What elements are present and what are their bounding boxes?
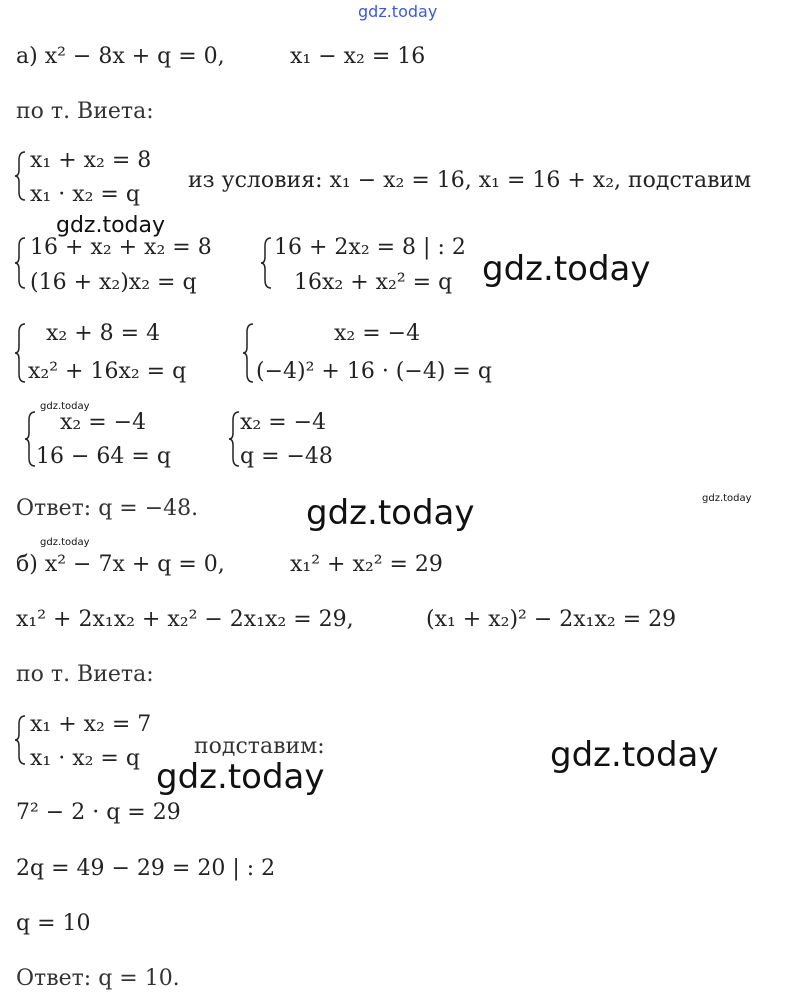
part-b-header: б) x² − 7x + q = 0, — [16, 552, 225, 577]
part-b-eq2: 2q = 49 − 29 = 20 | : 2 — [16, 856, 276, 881]
part-a-sys1-line2: x₁ · x₂ = q — [30, 182, 140, 207]
watermark-top: gdz.today — [358, 2, 438, 21]
left-brace-icon — [242, 322, 254, 384]
watermark: gdz.today — [702, 493, 752, 504]
part-b-sys1-line1: x₁ + x₂ = 7 — [30, 712, 152, 737]
watermark: gdz.today — [550, 735, 719, 775]
part-b-substitute: подставим: — [194, 734, 325, 759]
part-a-sys6-line2: 16 − 64 = q — [36, 444, 171, 469]
part-a-sys5-line2: (−4)² + 16 · (−4) = q — [256, 359, 492, 384]
left-brace-icon — [260, 236, 272, 290]
part-a-vieta-label: по т. Виета: — [16, 99, 154, 124]
part-a-sys4-line2: x₂² + 16x₂ = q — [28, 359, 187, 384]
part-a-sys3-line2: 16x₂ + x₂² = q — [294, 270, 453, 295]
part-b-eq3: q = 10 — [16, 911, 91, 936]
part-a-sys1-line1: x₁ + x₂ = 8 — [30, 148, 152, 173]
part-a-sys2-line1: 16 + x₂ + x₂ = 8 — [30, 235, 212, 260]
part-a-header: а) x² − 8x + q = 0, — [16, 44, 225, 69]
left-brace-icon — [24, 410, 36, 468]
watermark: gdz.today — [156, 757, 325, 797]
part-a-sys6-line1: x₂ = −4 — [60, 410, 147, 435]
part-a-sys3-line1: 16 + 2x₂ = 8 | : 2 — [274, 235, 466, 260]
part-a-answer: Ответ: q = −48. — [16, 496, 199, 521]
watermark: gdz.today — [482, 249, 651, 289]
part-b-expanded-right: (x₁ + x₂)² − 2x₁x₂ = 29 — [426, 607, 677, 632]
watermark: gdz.today — [40, 401, 90, 412]
part-a-sys5-line1: x₂ = −4 — [334, 321, 421, 346]
part-a-condition: x₁ − x₂ = 16 — [290, 44, 426, 69]
part-b-sys1-line2: x₁ · x₂ = q — [30, 746, 140, 771]
left-brace-icon — [14, 150, 26, 202]
left-brace-icon — [228, 410, 240, 468]
part-a-sys4-line1: x₂ + 8 = 4 — [46, 321, 161, 346]
part-b-answer: Ответ: q = 10. — [16, 966, 180, 991]
left-brace-icon — [14, 322, 26, 384]
part-a-sys7-line2: q = −48 — [240, 444, 333, 469]
part-a-from-condition: из условия: x₁ − x₂ = 16, x₁ = 16 + x₂, подставим — [188, 168, 752, 193]
watermark: gdz.today — [56, 213, 166, 238]
part-a-sys2-line2: (16 + x₂)x₂ = q — [30, 270, 197, 295]
part-b-expanded-left: x₁² + 2x₁x₂ + x₂² − 2x₁x₂ = 29, — [16, 607, 354, 632]
part-a-sys7-line1: x₂ = −4 — [240, 410, 327, 435]
watermark: gdz.today — [306, 493, 475, 533]
part-b-vieta-label: по т. Виета: — [16, 662, 154, 687]
part-b-eq1: 7² − 2 · q = 29 — [16, 800, 181, 825]
part-b-condition: x₁² + x₂² = 29 — [290, 552, 443, 577]
left-brace-icon — [14, 714, 26, 766]
watermark: gdz.today — [40, 537, 90, 548]
left-brace-icon — [14, 236, 26, 290]
